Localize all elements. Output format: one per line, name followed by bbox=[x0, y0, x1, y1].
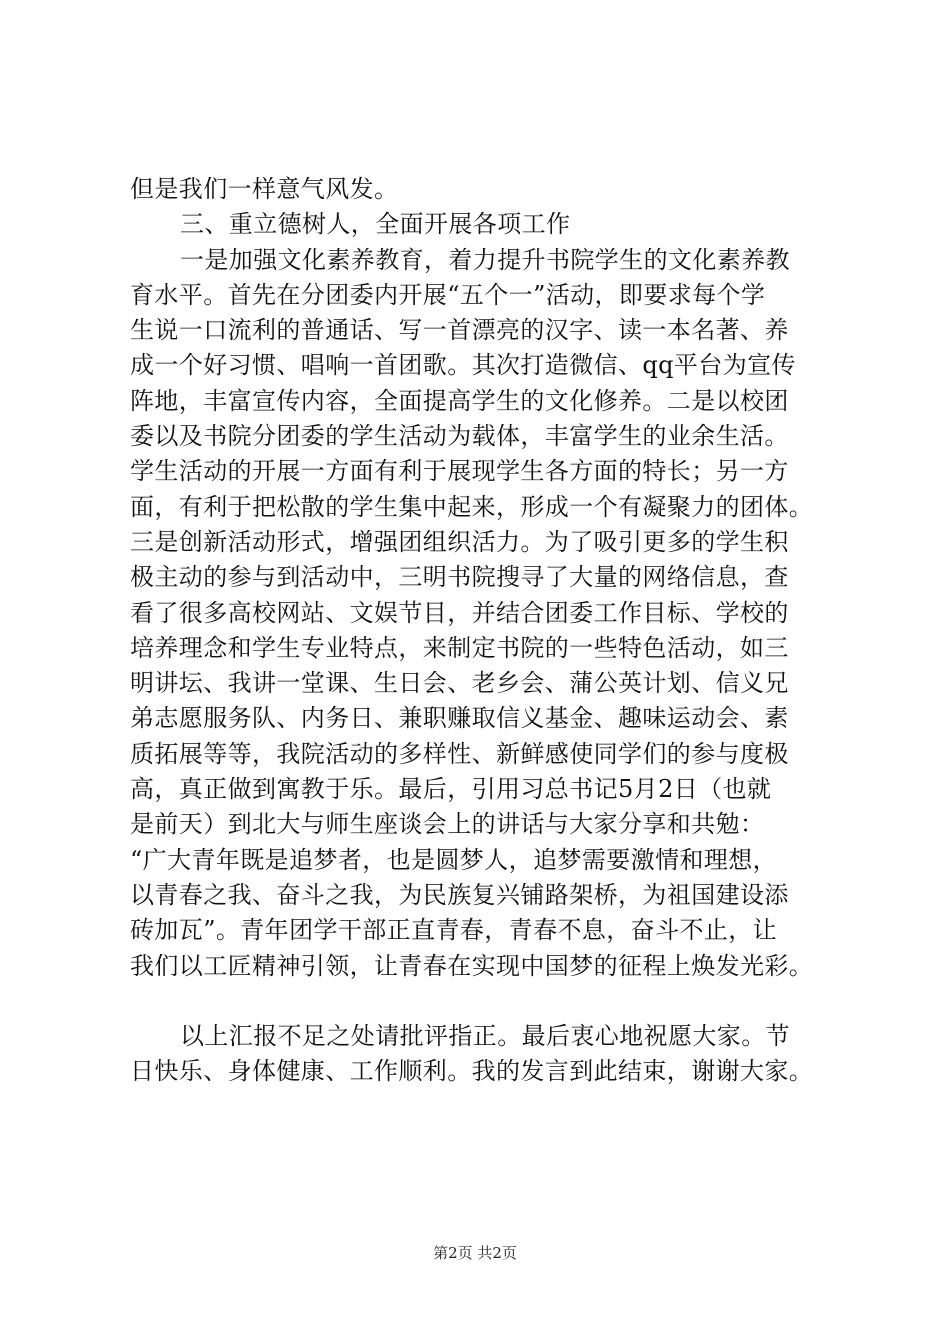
page-number-footer: 第2页 共2页 bbox=[433, 1244, 517, 1262]
text-line: 成一个好习惯、唱响一首团歌。其次打造微信、qq平台为宣传 bbox=[130, 351, 796, 380]
text-line: 面，有利于把松散的学生集中起来，形成一个有凝聚力的团体。 bbox=[130, 492, 814, 521]
text-line: 生说一口流利的普通话、写一首漂亮的汉字、读一本名著、养 bbox=[130, 316, 789, 345]
text-line: 阵地，丰富宣传内容，全面提高学生的文化修养。二是以校团 bbox=[130, 386, 789, 415]
text-line: 以上汇报不足之处请批评指正。最后衷心地祝愿大家。节 bbox=[180, 1022, 790, 1051]
text-line: “广大青年既是追梦者，也是圆梦人，追梦需要激情和理想， bbox=[130, 845, 778, 874]
text-line: 极主动的参与到活动中，三明书院搜寻了大量的网络信息，查 bbox=[130, 563, 789, 592]
paragraph-spacer bbox=[130, 984, 840, 1019]
text-line: 高，真正做到寓教于乐。最后，引用习总书记5月2日（也就 bbox=[130, 775, 772, 804]
text-line: 培养理念和学生专业特点，来制定书院的一些特色活动，如三 bbox=[130, 633, 789, 662]
text-line: 以青春之我、奋斗之我，为民族复兴铺路架桥，为祖国建设添 bbox=[130, 880, 789, 909]
text-line: 育水平。首先在分团委内开展“五个一”活动，即要求每个学 bbox=[130, 280, 766, 309]
text-line: 砖加瓦”。青年团学干部正直青春，青春不息，奋斗不止，让 bbox=[130, 916, 778, 945]
text-line: 学生活动的开展一方面有利于展现学生各方面的特长；另一方 bbox=[130, 457, 789, 486]
text-line: 委以及书院分团委的学生活动为载体，丰富学生的业余生活。 bbox=[130, 422, 789, 451]
text-line: 是前天）到北大与师生座谈会上的讲话与大家分享和共勉： bbox=[130, 810, 765, 839]
text-line: 但是我们一样意气风发。 bbox=[130, 175, 399, 203]
text-line: 看了很多高校网站、文娱节目，并结合团委工作目标、学校的 bbox=[130, 598, 789, 627]
text-line: 质拓展等等，我院活动的多样性、新鲜感使同学们的参与度极 bbox=[130, 739, 789, 768]
section-heading: 三、重立德树人，全面开展各项工作 bbox=[180, 210, 571, 239]
text-line: 日快乐、身体健康、工作顺利。我的发言到此结束，谢谢大家。 bbox=[130, 1057, 814, 1086]
text-line: 明讲坛、我讲一堂课、生日会、老乡会、蒲公英计划、信义兄 bbox=[130, 669, 789, 698]
text-line: 三是创新活动形式，增强团组织活力。为了吸引更多的学生积 bbox=[130, 527, 789, 556]
document-body bbox=[130, 172, 840, 1090]
text-line: 我们以工匠精神引领，让青春在实现中国梦的征程上焕发光彩。 bbox=[130, 951, 814, 980]
text-line: 一是加强文化素养教育，着力提升书院学生的文化素养教 bbox=[180, 245, 790, 274]
text-line: 弟志愿服务队、内务日、兼职赚取信义基金、趣味运动会、素 bbox=[130, 704, 789, 733]
